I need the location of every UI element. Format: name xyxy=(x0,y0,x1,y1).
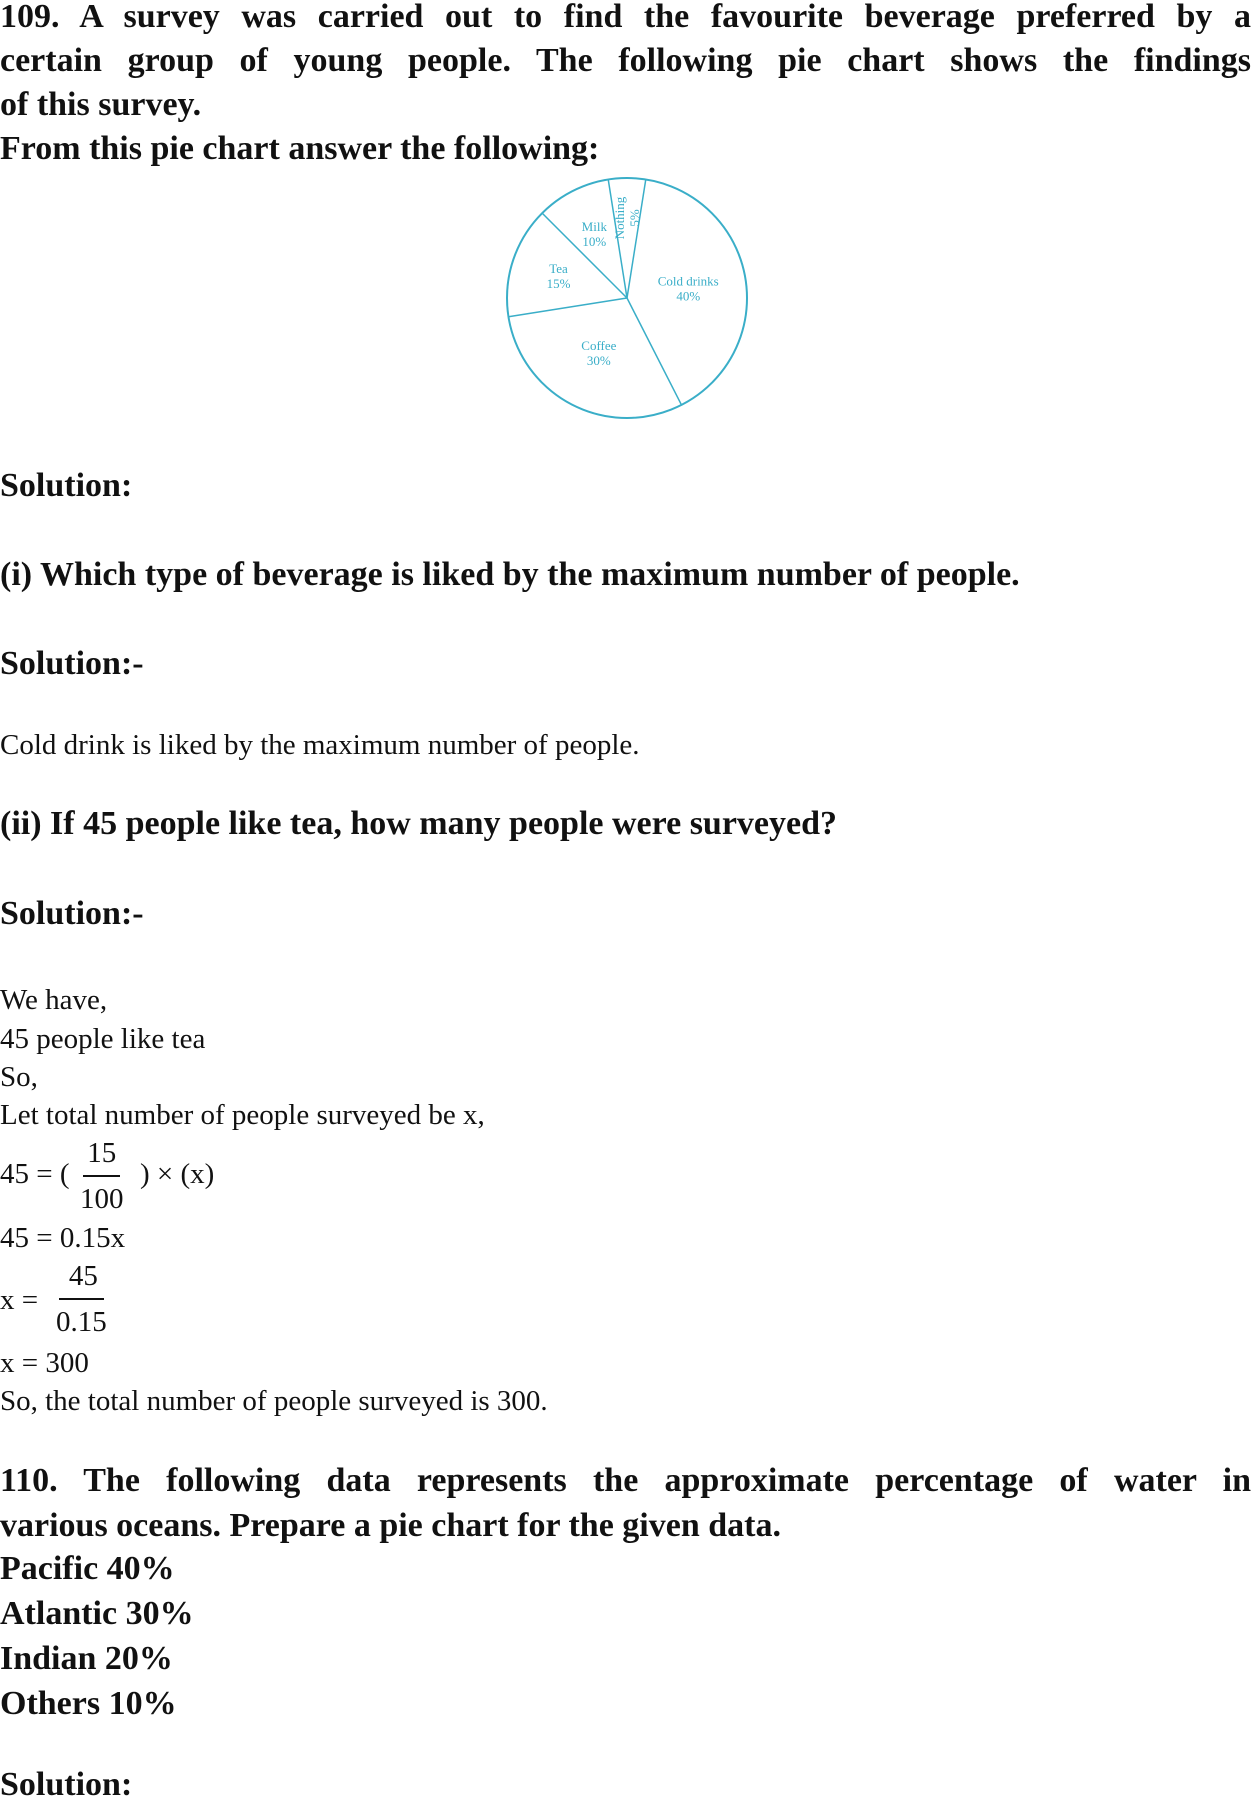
pie-percent-label: 40% xyxy=(676,288,701,304)
eq3-numerator: 45 xyxy=(59,1262,104,1300)
q109-line-2: certain group of young people. The following pie chart shows the findings xyxy=(0,42,1251,79)
part-ii-question: (ii) If 45 people like tea, how many people were surveyed? xyxy=(0,805,838,842)
eq1-fraction xyxy=(80,1139,124,1214)
pie-percent-label: 30% xyxy=(586,353,611,369)
pie-category-label: Tea xyxy=(549,260,568,276)
eq2: 45 = 0.15x xyxy=(0,1222,126,1254)
conclusion: So, the total number of people surveyed is 300. xyxy=(0,1385,548,1417)
eq1-numerator: 15 xyxy=(83,1139,120,1177)
eq3-left: x = xyxy=(0,1284,39,1316)
pie-slice-label-milk xyxy=(582,219,608,249)
part-i-answer: Cold drink is liked by the maximum number of people. xyxy=(0,729,640,761)
q110-item-pacific: Pacific 40% xyxy=(0,1550,175,1587)
pie-category-label: Nothing xyxy=(612,196,627,240)
eq1-right: ) × (x) xyxy=(140,1158,215,1190)
q110-item-atlantic: Atlantic 30% xyxy=(0,1595,194,1632)
q110-item-indian: Indian 20% xyxy=(0,1640,173,1677)
part-i-solution-heading: Solution:- xyxy=(0,645,144,682)
part-i-question: (i) Which type of beverage is liked by the maximum number of people. xyxy=(0,556,1020,593)
pie-category-label: Coffee xyxy=(581,338,617,354)
eq3-fraction xyxy=(56,1262,107,1337)
step-2: 45 people like tea xyxy=(0,1023,206,1055)
eq4: x = 300 xyxy=(0,1347,89,1379)
pie-percent-label: 15% xyxy=(546,275,571,291)
q109-line-3: of this survey. xyxy=(0,86,202,123)
pie-slice-label-tea xyxy=(547,261,571,291)
pie-category-label: Cold drinks xyxy=(657,273,719,289)
part-ii-solution-heading: Solution:- xyxy=(0,895,144,932)
eq3-denominator: 0.15 xyxy=(56,1306,107,1338)
q109-prompt: From this pie chart answer the following: xyxy=(0,130,600,167)
step-3: So, xyxy=(0,1061,38,1093)
q109-line-1: 109. A survey was carried out to find the favourite beverage preferred by a xyxy=(0,0,1251,35)
pie-percent-label: 10% xyxy=(582,233,607,249)
pie-category-label: Milk xyxy=(581,218,607,234)
q110-line-1: 110. The following data represents the approximate percentage of water in xyxy=(0,1462,1251,1499)
q110-item-others: Others 10% xyxy=(0,1685,177,1722)
step-4: Let total number of people surveyed be x, xyxy=(0,1099,485,1131)
step-1: We have, xyxy=(0,984,108,1016)
q110-solution-heading: Solution: xyxy=(0,1766,133,1803)
solution-heading: Solution: xyxy=(0,467,133,504)
pie-percent-label: 5% xyxy=(627,209,642,227)
beverage-pie-chart xyxy=(497,168,757,428)
eq1-denominator: 100 xyxy=(80,1183,124,1215)
eq1-left: 45 = ( xyxy=(0,1158,70,1190)
q110-line-2: various oceans. Prepare a pie chart for the given data. xyxy=(0,1507,781,1544)
